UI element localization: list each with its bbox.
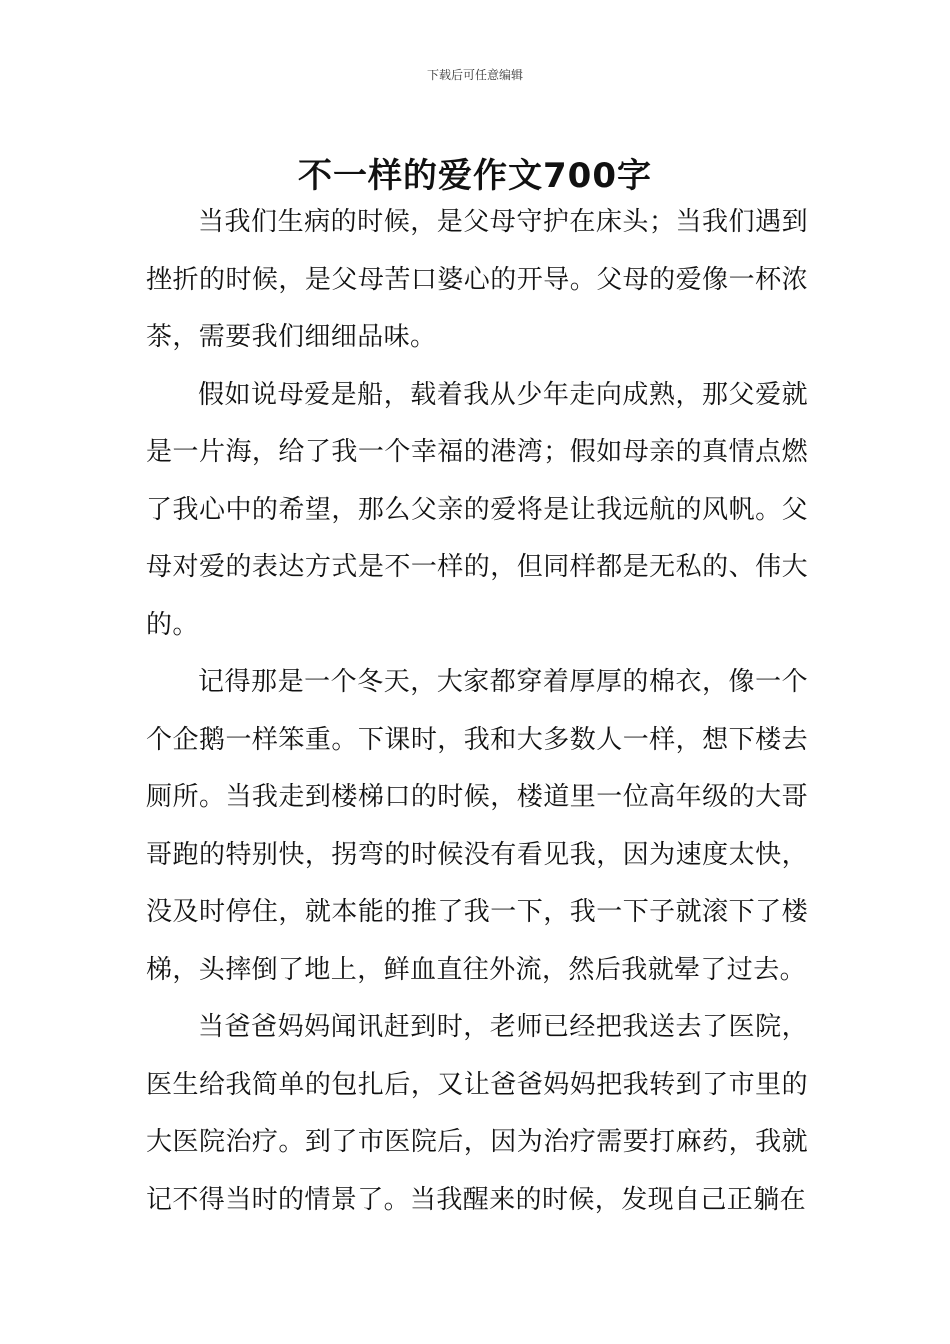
header-note: 下载后可任意编辑 xyxy=(426,68,523,82)
paragraph-2: 假如说母爱是船，载着我从少年走向成熟，那父爱就是一片海，给了我一个幸福的港湾；假如母亲的真情点燃了我心中的希望，那么父亲的爱将是让我远航的风帆。父母对爱的表达方式是不一样的，但同样都是无私的、伟大的。 xyxy=(146,379,808,640)
document-title: 不一样的爱作文700字 xyxy=(298,155,652,196)
paragraph-4: 当爸爸妈妈闻讯赶到时，老师已经把我送去了医院，医生给我简单的包扎后，又让爸爸妈妈把我转到了市里的大医院治疗。到了市医院后，因为治疗需要打麻药，我就记不得当时的情景了。当我醒来的时候，发现自己正躺在 xyxy=(146,1012,808,1215)
document-body xyxy=(146,194,808,1229)
paragraph-1: 当我们生病的时候，是父母守护在床头；当我们遇到挫折的时候，是父母苦口婆心的开导。父母的爱像一杯浓茶，需要我们细细品味。 xyxy=(146,207,808,352)
paragraph-3: 记得那是一个冬天，大家都穿着厚厚的棉衣，像一个个企鹅一样笨重。下课时，我和大多数人一样，想下楼去厕所。当我走到楼梯口的时候，楼道里一位高年级的大哥哥跑的特别快，拐弯的时候没有看见我，因为速度太快，没及时停住，就本能的推了我一下，我一下子就滚下了楼梯，头摔倒了地上，鲜血直往外流，然后我就晕了过去。 xyxy=(146,667,808,985)
